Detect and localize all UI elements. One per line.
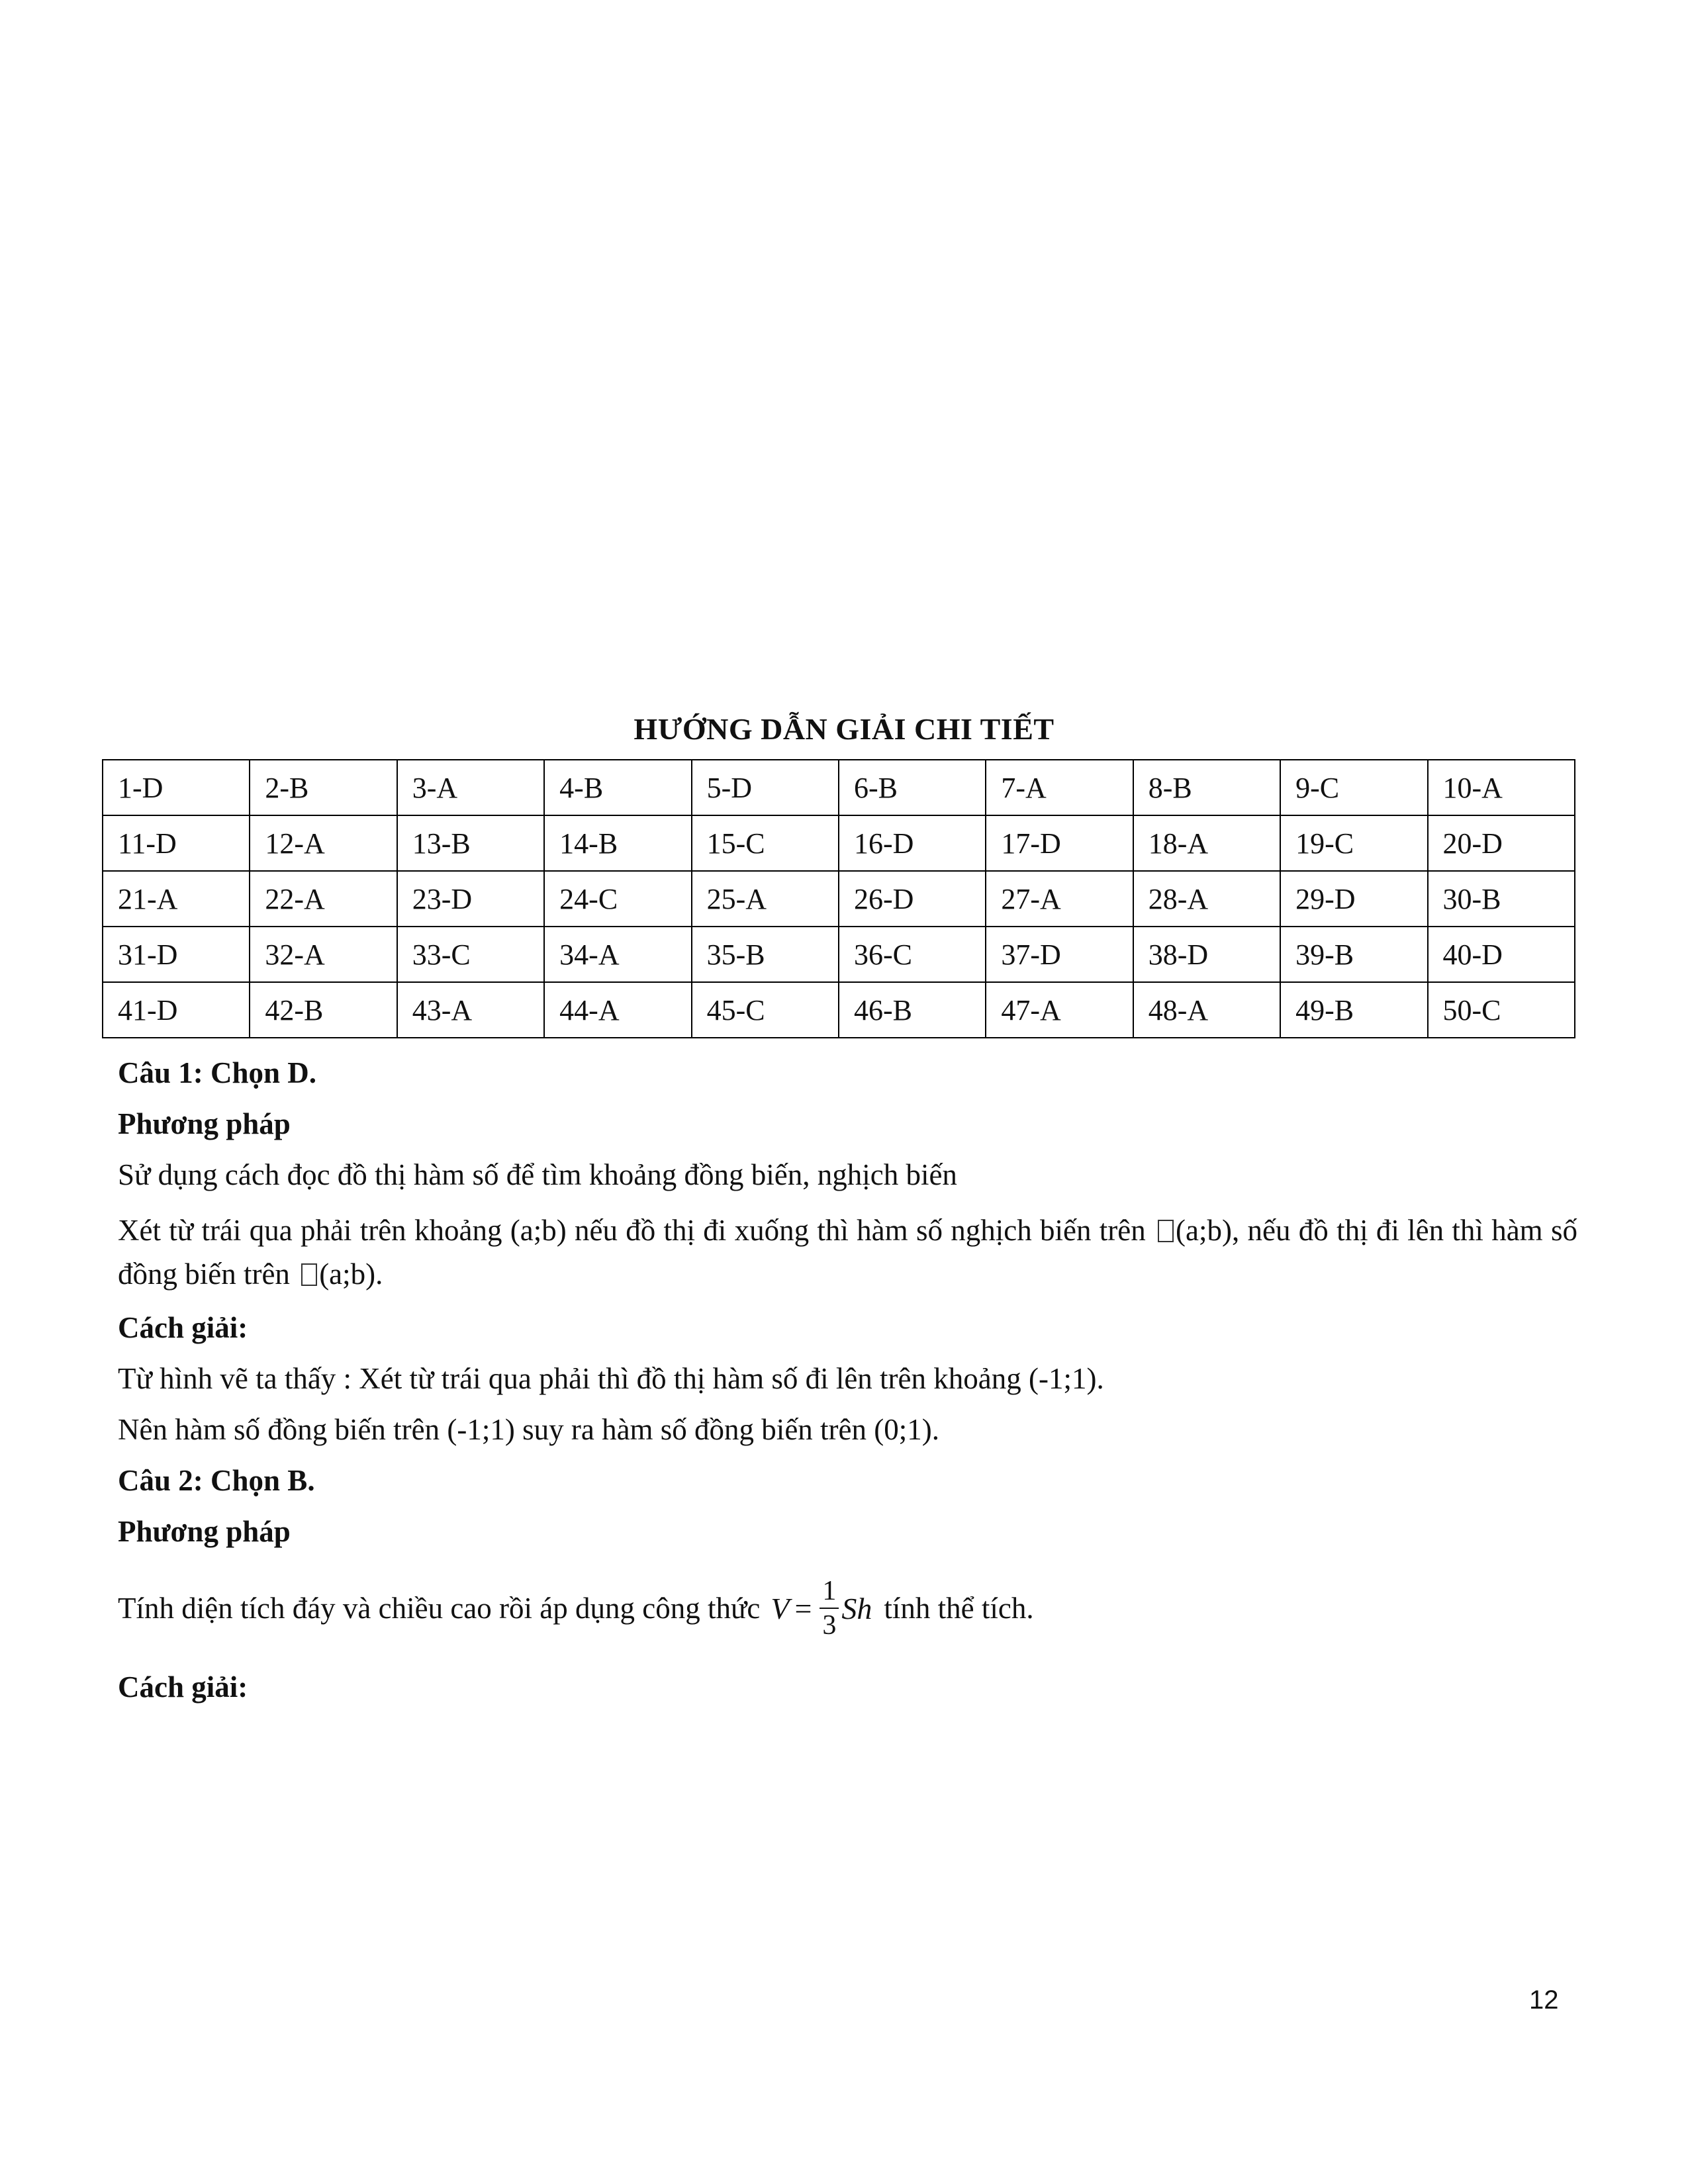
page-title: HƯỚNG DẪN GIẢI CHI TIẾT — [633, 712, 1055, 746]
q1-method-line2-part2: (a;b), nếu đồ thị đi lên thì hàm số đồng biến trên — [118, 1214, 1577, 1291]
answer-cell: 30-B — [1428, 871, 1575, 927]
answer-cell: 4-B — [544, 760, 691, 815]
answer-cell: 9-C — [1280, 760, 1427, 815]
missing-glyph-icon — [301, 1263, 317, 1286]
answer-cell: 27-A — [986, 871, 1133, 927]
answer-cell: 47-A — [986, 982, 1133, 1038]
answer-cell: 33-C — [397, 927, 544, 982]
q1-method-line2 — [118, 1208, 1577, 1296]
answer-cell: 14-B — [544, 815, 691, 871]
answer-cell: 12-A — [250, 815, 397, 871]
answer-cell: 46-B — [839, 982, 986, 1038]
answer-cell: 21-A — [103, 871, 250, 927]
q1-method-line1: Sử dụng cách đọc đồ thị hàm số để tìm khoảng đồng biến, nghịch biến — [118, 1158, 957, 1191]
q1-solution-line1: Từ hình vẽ ta thấy : Xét từ trái qua phải thì đồ thị hàm số đi lên trên khoảng (-1;1). — [118, 1362, 1104, 1395]
answer-cell: 29-D — [1280, 871, 1427, 927]
q2-heading: Câu 2: Chọn B. — [118, 1464, 315, 1497]
answer-cell: 42-B — [250, 982, 397, 1038]
answer-cell: 48-A — [1133, 982, 1280, 1038]
answer-cell: 2-B — [250, 760, 397, 815]
answer-cell: 45-C — [692, 982, 839, 1038]
answer-cell: 35-B — [692, 927, 839, 982]
answer-cell: 37-D — [986, 927, 1133, 982]
q2-method-label: Phương pháp — [118, 1515, 291, 1548]
answer-cell: 15-C — [692, 815, 839, 871]
answer-cell: 36-C — [839, 927, 986, 982]
answer-table-body — [103, 760, 1575, 1038]
table-row — [103, 982, 1575, 1038]
answer-cell: 22-A — [250, 871, 397, 927]
fraction-numerator: 1 — [820, 1574, 839, 1609]
answer-cell: 11-D — [103, 815, 250, 871]
answer-cell: 7-A — [986, 760, 1133, 815]
page-number: 12 — [1529, 1985, 1559, 2015]
answer-cell: 13-B — [397, 815, 544, 871]
answer-cell: 41-D — [103, 982, 250, 1038]
answer-cell: 24-C — [544, 871, 691, 927]
q1-heading: Câu 1: Chọn D. — [118, 1056, 317, 1089]
q1-method-line2-part1: Xét từ trái qua phải trên khoảng (a;b) nếu đồ thị đi xuống thì hàm số nghịch biến trên — [118, 1214, 1154, 1247]
answer-cell: 28-A — [1133, 871, 1280, 927]
answer-cell: 3-A — [397, 760, 544, 815]
table-row — [103, 871, 1575, 927]
solution-content — [118, 1056, 1577, 1721]
fraction-denominator: 3 — [822, 1610, 837, 1641]
answer-cell: 26-D — [839, 871, 986, 927]
answer-cell: 16-D — [839, 815, 986, 871]
answer-cell: 5-D — [692, 760, 839, 815]
answer-cell: 44-A — [544, 982, 691, 1038]
answer-cell: 49-B — [1280, 982, 1427, 1038]
answer-cell: 20-D — [1428, 815, 1575, 871]
answer-cell: 31-D — [103, 927, 250, 982]
q2-method-text-after: tính thể tích. — [884, 1592, 1034, 1625]
answer-cell: 32-A — [250, 927, 397, 982]
answer-cell: 1-D — [103, 760, 250, 815]
formula-fraction — [820, 1574, 839, 1642]
formula-equals: = — [794, 1591, 812, 1625]
answer-cell: 18-A — [1133, 815, 1280, 871]
answer-cell: 39-B — [1280, 927, 1427, 982]
answer-cell: 23-D — [397, 871, 544, 927]
table-row — [103, 815, 1575, 871]
q2-method-text-before: Tính diện tích đáy và chiều cao rồi áp dụng công thức — [118, 1592, 761, 1625]
q1-solution-label: Cách giải: — [118, 1311, 248, 1344]
q2-method-line — [118, 1565, 1577, 1651]
answer-table — [102, 759, 1575, 1038]
answer-cell: 25-A — [692, 871, 839, 927]
formula-lhs: V — [771, 1591, 790, 1625]
q1-method-label: Phương pháp — [118, 1107, 291, 1140]
answer-cell: 34-A — [544, 927, 691, 982]
missing-glyph-icon — [1158, 1220, 1174, 1242]
answer-cell: 43-A — [397, 982, 544, 1038]
answer-cell: 10-A — [1428, 760, 1575, 815]
answer-cell: 6-B — [839, 760, 986, 815]
q1-solution-line2: Nên hàm số đồng biến trên (-1;1) suy ra hàm số đồng biến trên (0;1). — [118, 1413, 939, 1446]
answer-cell: 50-C — [1428, 982, 1575, 1038]
formula-rhs: Sh — [841, 1591, 872, 1625]
answer-cell: 17-D — [986, 815, 1133, 871]
q1-method-line2-part3: (a;b). — [319, 1257, 383, 1291]
answer-cell: 38-D — [1133, 927, 1280, 982]
answer-cell: 8-B — [1133, 760, 1280, 815]
table-row — [103, 927, 1575, 982]
volume-formula — [771, 1574, 872, 1642]
answer-cell: 19-C — [1280, 815, 1427, 871]
answer-cell: 40-D — [1428, 927, 1575, 982]
table-row — [103, 760, 1575, 815]
q2-solution-label: Cách giải: — [118, 1670, 248, 1704]
